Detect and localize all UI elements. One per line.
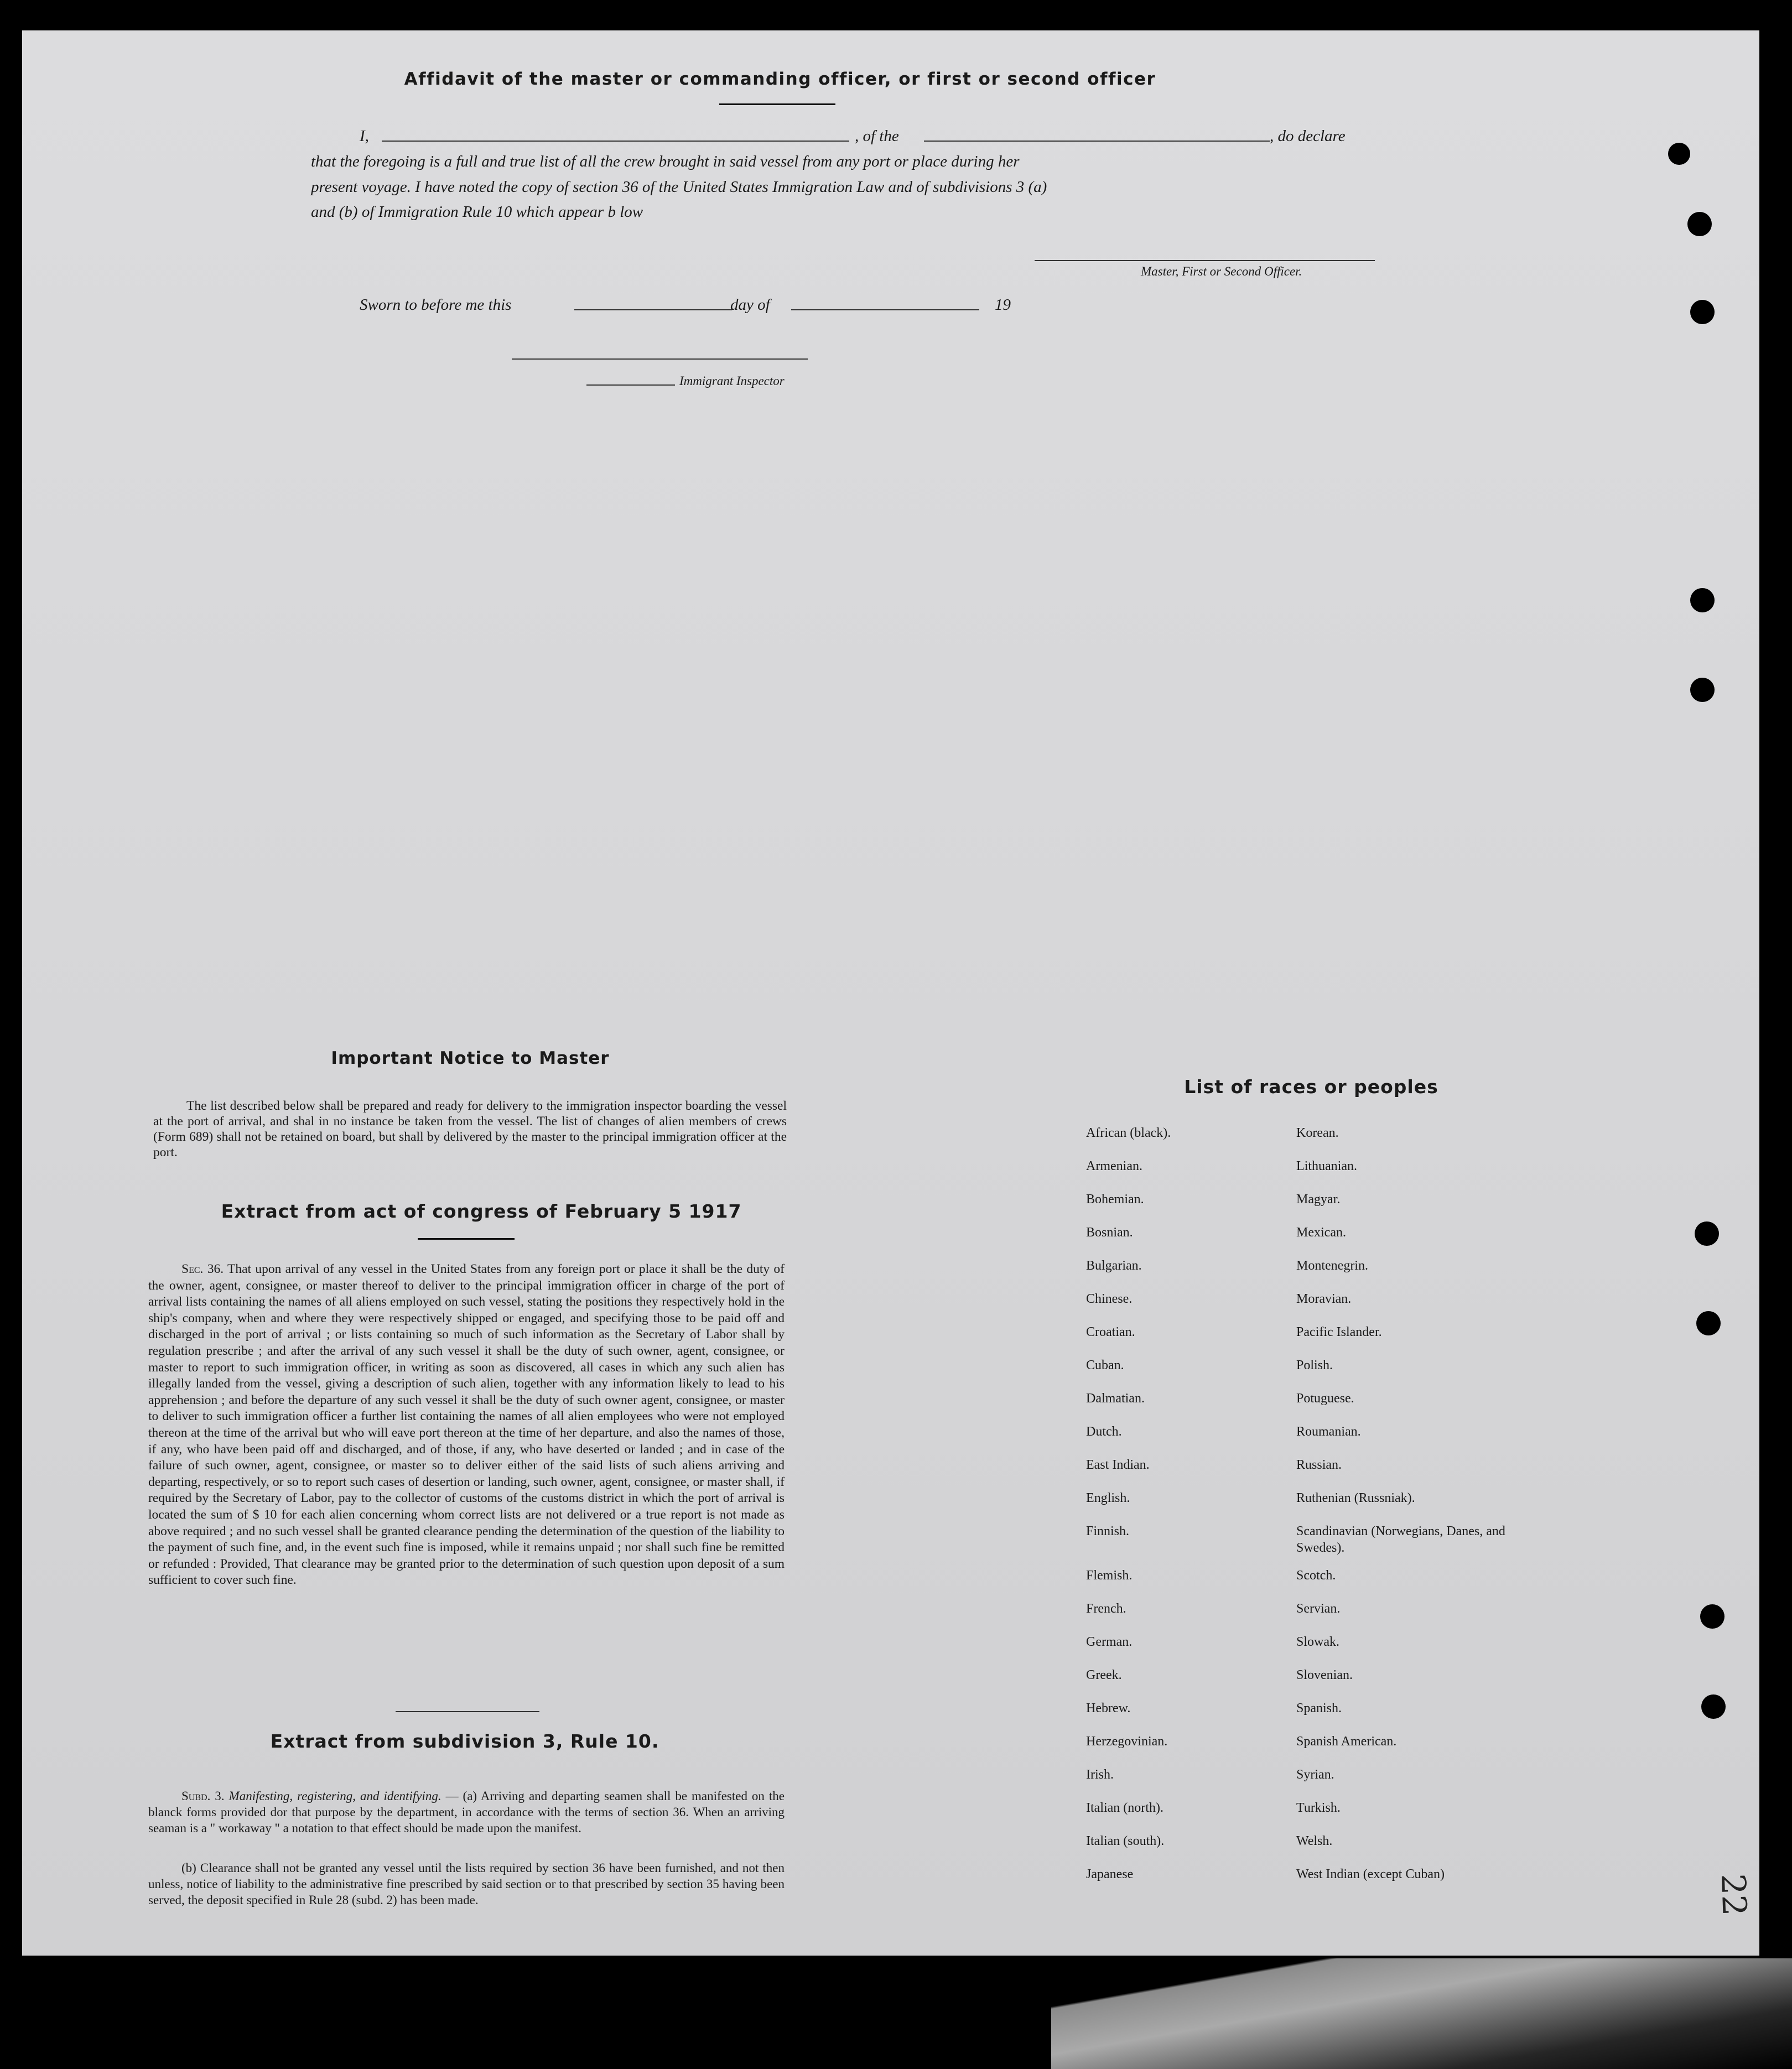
punch-hole — [1690, 678, 1715, 702]
notice-text: The list described below shall be prepared and ready for delivery to the immigration inspector boarding the vessel at the port of arrival, and shal in no instance be taken from the vessel. The list of changes of alien members of crews (Form 689) shall not be retained on board, but shall by delivered by the master to the principal immigration officer at the port. — [153, 1099, 787, 1160]
act-end-rule — [396, 1711, 539, 1712]
race-item: Italian (north). — [1086, 1801, 1163, 1815]
name-blank[interactable] — [382, 141, 849, 142]
affidavit-title: Affidavit of the master or commanding officer, or first or second officer — [404, 69, 1156, 89]
affidavit-line-1 — [360, 127, 1383, 147]
race-item: East Indian. — [1086, 1458, 1150, 1472]
race-item: Slovenian. — [1296, 1668, 1353, 1682]
race-item: Bulgarian. — [1086, 1259, 1142, 1273]
race-item: Herzegovinian. — [1086, 1734, 1168, 1749]
race-item: African (black). — [1086, 1126, 1171, 1140]
race-item: Roumanian. — [1296, 1425, 1361, 1439]
race-item: French. — [1086, 1602, 1126, 1616]
sworn-line — [360, 296, 1079, 316]
race-item: Flemish. — [1086, 1568, 1133, 1583]
affidavit-i: I, — [360, 127, 369, 145]
punch-hole — [1696, 1311, 1721, 1335]
race-item: Magyar. — [1296, 1192, 1341, 1207]
affidavit-of-the: , of the — [855, 127, 899, 145]
race-item: Pacific Islander. — [1296, 1325, 1382, 1339]
race-item: Servian. — [1296, 1602, 1341, 1616]
race-item: Ruthenian (Russniak). — [1296, 1491, 1415, 1505]
race-item: Syrian. — [1296, 1768, 1334, 1782]
race-item: Chinese. — [1086, 1292, 1133, 1306]
race-item: Greek. — [1086, 1668, 1122, 1682]
notice-title: Important Notice to Master — [331, 1048, 610, 1068]
title-underline — [719, 103, 835, 105]
rule10-title: Extract from subdivision 3, Rule 10. — [270, 1730, 659, 1752]
inspector-label: Immigrant Inspector — [679, 374, 785, 388]
inspector-line-1[interactable] — [512, 358, 808, 360]
race-item: Potuguese. — [1296, 1391, 1354, 1406]
rule10-text-a: — (a) Arriving and departing seamen shall be manifested on the blanck forms provided dor that purpose by the department, in accordance with the terms of section 36. When an arriving seaman is a " workaway " a notation to that effect should be made upon the manifest. — [148, 1789, 785, 1835]
race-item: Hebrew. — [1086, 1701, 1131, 1715]
act-title: Extract from act of congress of February 5 1917 — [221, 1200, 742, 1222]
race-item: Turkish. — [1296, 1801, 1341, 1815]
race-item: Japanese — [1086, 1867, 1134, 1881]
sworn-date-blank[interactable] — [574, 309, 732, 310]
sworn-prefix: Sworn to before me this — [360, 296, 512, 314]
race-item: Mexican. — [1296, 1225, 1346, 1240]
signature-label: Master, First or Second Officer. — [1141, 264, 1302, 278]
race-item: Polish. — [1296, 1358, 1333, 1373]
rule10-subd-a — [148, 1788, 785, 1836]
rule10-subd-heading: Manifesting, registering, and identifying. — [228, 1789, 441, 1803]
race-item: Armenian. — [1086, 1159, 1142, 1173]
act-section-label: Sec. 36. — [181, 1262, 224, 1276]
races-right-column — [1296, 1125, 1507, 1899]
rule10-subd-b: (b) Clearance shall not be granted any vessel until the lists required by section 36 have been furnished, and not then unless, notice of liability to the administrative fine prescribed by said section or to that prescribed by section 35 having been served, the deposit specified in Rule 28 (subd. 2) has been made. — [148, 1861, 785, 1907]
inspector-line-2[interactable] — [586, 384, 675, 386]
race-item: Italian (south). — [1086, 1834, 1165, 1848]
affidavit-line-3: present voyage. I have noted the copy of section 36 of the United States Immigration Law and of subdivisions 3 (a) — [311, 178, 1047, 196]
race-item: Lithuanian. — [1296, 1159, 1357, 1173]
race-item: Scandinavian (Norwegians, Danes, and Swedes). — [1296, 1524, 1505, 1555]
races-title: List of races or peoples — [1184, 1076, 1438, 1098]
race-item: Dalmatian. — [1086, 1391, 1145, 1406]
scan-edge — [1051, 1958, 1792, 2069]
affidavit-line-2: that the foregoing is a full and true list of all the crew brought in said vessel from any port or place during her — [311, 153, 1020, 170]
races-left-column — [1086, 1125, 1285, 1899]
signature-line[interactable] — [1035, 260, 1375, 261]
rule10-subd-label: Subd. 3. — [181, 1789, 225, 1803]
sworn-month-blank[interactable] — [791, 309, 979, 310]
race-item: Moravian. — [1296, 1292, 1352, 1306]
race-item: English. — [1086, 1491, 1130, 1505]
race-item: Slowak. — [1296, 1635, 1339, 1649]
sworn-day-label: day of — [730, 296, 770, 314]
punch-hole — [1695, 1221, 1719, 1246]
act-section-36 — [148, 1261, 785, 1589]
race-item: Irish. — [1086, 1768, 1114, 1782]
race-item: Cuban. — [1086, 1358, 1124, 1373]
affidavit-line-4: and (b) of Immigration Rule 10 which appear b low — [311, 203, 643, 221]
race-item: German. — [1086, 1635, 1133, 1649]
race-item: Korean. — [1296, 1126, 1339, 1140]
punch-hole — [1690, 300, 1715, 324]
race-item: Scotch. — [1296, 1568, 1336, 1583]
race-item: Montenegrin. — [1296, 1259, 1368, 1273]
punch-hole — [1701, 1694, 1726, 1719]
race-item: Dutch. — [1086, 1425, 1122, 1439]
race-item: West Indian (except Cuban) — [1296, 1867, 1445, 1881]
vessel-blank[interactable] — [924, 141, 1270, 142]
punch-hole — [1687, 212, 1712, 236]
race-item: Bosnian. — [1086, 1225, 1133, 1240]
race-item: Finnish. — [1086, 1524, 1130, 1538]
race-item: Spanish American. — [1296, 1734, 1397, 1749]
page-number-mark: 22 — [1713, 1873, 1754, 1917]
sworn-year: 19 — [995, 296, 1011, 314]
punch-hole — [1668, 143, 1690, 165]
punch-hole — [1700, 1604, 1725, 1629]
act-title-underline — [418, 1238, 515, 1240]
race-item: Bohemian. — [1086, 1192, 1144, 1207]
race-item: Russian. — [1296, 1458, 1342, 1472]
affidavit-declare: , do declare — [1270, 127, 1346, 145]
race-item: Spanish. — [1296, 1701, 1342, 1715]
punch-hole — [1690, 588, 1715, 612]
act-section-text: That upon arrival of any vessel in the United States from any foreign port or place it shall be the duty of the owner, agent, consignee, or master thereof to deliver to the principal immigration officer in charge of the port of arrival lists containing the names of all aliens employed on such vessel, stating the positions they respectively hold in the ship's company, when and where they were respectively shipped or engaged, and specifying those to be paid off and discharged in the port of arrival ; or lists containing so much of such information as the Secretary of Labor shall by regulation prescribe ; and after the arrival of any such vessel it shall be the duty of such owner, agent, consignee, or master to report to such immigration officer, in writing as soon as discovered, all cases in which any such alien has illegally landed from the vessel, giving a description of such alien, together with any information likely to lead to his apprehension ; and before the departure of any such vessel it shall be the duty of such owner agent, consignee, or master to deliver to such immigration officer a further list containing the names of all alien employees who were not employed thereon at the time of the arrival but who will eave port thereon at the time of her departure, and also the names of those, if any, who have been paid off and discharged, and of those, if any, who have deserted or landed ; and in case of the failure of such owner, agent, consignee, or master so to deliver either of the said lists of such aliens arriving and departing, respectively, or so to report such cases of desertion or landing, such owner, agent, consignee, or master shall, if required by the Secretary of Labor, pay to the collector of customs of the customs district in which the port of arrival is located the sum of $ 10 for each alien concerning whom correct lists are not delivered or a true report is not made as above required ; and no such vessel shall be granted clearance pending the determination of the question of the liability to the payment of such fine, and, in the event such fine is imposed, while it remains unpaid ; nor shall such fine be remitted or refunded : Provided, That clearance may be granted prior to the determination of such question upon deposit of a sum sufficient to cover such fine. — [148, 1262, 785, 1588]
race-item: Welsh. — [1296, 1834, 1333, 1848]
race-item: Croatian. — [1086, 1325, 1135, 1339]
